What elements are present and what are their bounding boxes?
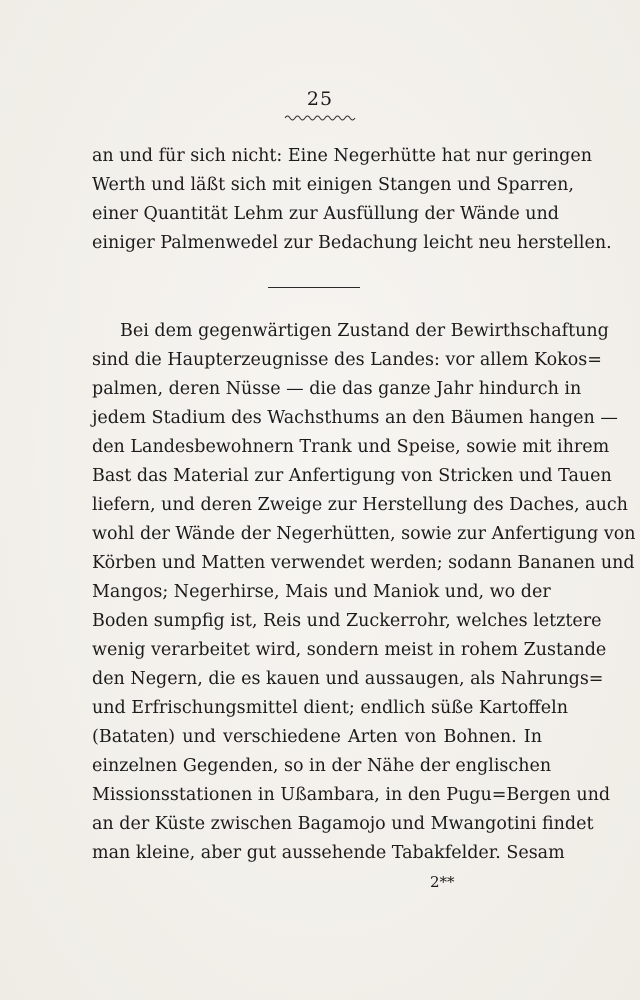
text-line: Mangos; Negerhirse, Mais und Maniok und, wo der (92, 582, 551, 602)
text-line: an der Küste zwischen Bagamojo und Mwangotini findet (92, 814, 594, 834)
text-line: jedem Stadium des Wachsthums an den Bäumen hangen — (92, 408, 618, 428)
page-number: 25 (306, 88, 334, 110)
text-line: man kleine, aber gut aussehende Tabakfelder. Sesam (92, 843, 565, 863)
text-line: Bast das Material zur Anfertigung von Stricken und Tauen (92, 466, 612, 486)
text-line: liefern, und deren Zweige zur Herstellung des Daches, auch (92, 495, 628, 515)
text-line: einiger Palmenwedel zur Bedachung leicht neu herstellen. (92, 233, 612, 253)
text-line: einzelnen Gegenden, so in der Nähe der englischen (92, 756, 552, 776)
text-line: palmen, deren Nüsse — die das ganze Jahr hindurch in (92, 379, 582, 399)
text-line: einer Quantität Lehm zur Ausfüllung der Wände und (92, 204, 560, 224)
text-line: an und für sich nicht: Eine Negerhütte hat nur geringen (92, 146, 592, 166)
text-line: sind die Haupterzeugnisse des Landes: vor allem Kokos= (92, 350, 602, 370)
text-line: Bei dem gegenwärtigen Zustand der Bewirthschaftung (120, 321, 609, 341)
text-line: wohl der Wände der Negerhütten, sowie zur Anfertigung von (92, 524, 636, 544)
section-divider (268, 287, 360, 288)
text-line: und Erfrischungsmittel dient; endlich süße Kartoffeln (92, 698, 568, 718)
text-line: Körben und Matten verwendet werden; sodann Bananen und (92, 553, 635, 573)
text-line: den Landesbewohnern Trank und Speise, sowie mit ihrem (92, 437, 610, 457)
text-line: den Negern, die es kauen und aussaugen, als Nahrungs= (92, 669, 604, 689)
text-line: (Bataten) und verschiedene Arten von Bohnen. In (92, 727, 542, 747)
text-line: Missionsstationen in Ußambara, in den Pugu=Bergen und (92, 785, 611, 805)
signature-mark: 2** (430, 873, 455, 891)
text-line: wenig verarbeitet wird, sondern meist in rohem Zustande (92, 640, 607, 660)
wavy-ornament (285, 114, 355, 122)
text-line: Boden sumpfig ist, Reis und Zuckerrohr, welches letztere (92, 611, 602, 631)
text-line: Werth und läßt sich mit einigen Stangen und Sparren, (92, 175, 574, 195)
